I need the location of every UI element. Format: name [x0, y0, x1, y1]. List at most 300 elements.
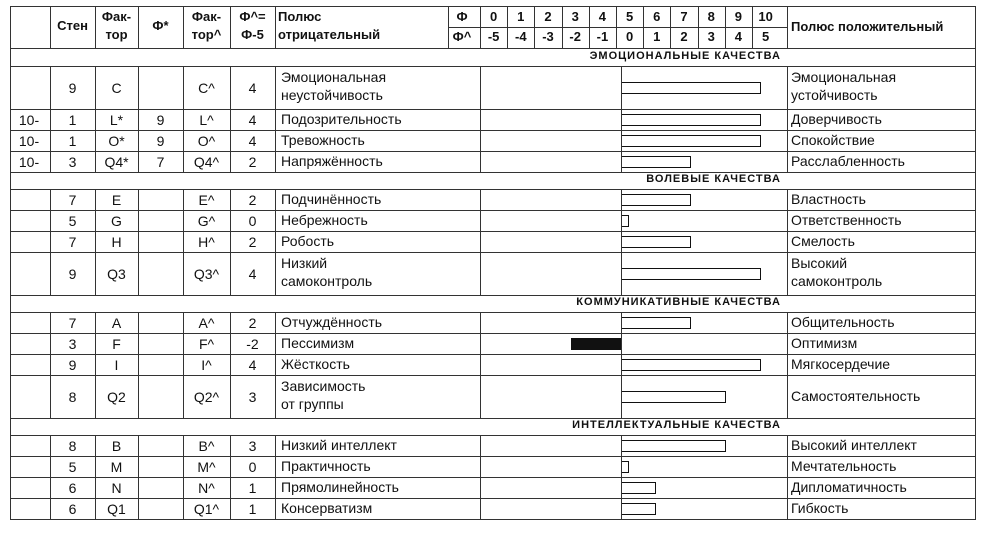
- grid-line: [10, 375, 976, 376]
- grid-line: [230, 354, 231, 375]
- scale-phi-tick: 4: [598, 9, 606, 24]
- row-pole-negative: от группы: [281, 396, 344, 412]
- grid-line: [621, 333, 622, 354]
- grid-line: [230, 252, 231, 295]
- grid-line: [230, 130, 231, 151]
- grid-line: [95, 231, 96, 252]
- row-sten: 6: [68, 479, 77, 496]
- row-sten: 5: [68, 458, 77, 475]
- row-pole-positive: Мечтательность: [791, 458, 897, 474]
- scale-phi-hat-tick: -2: [569, 29, 581, 44]
- grid-line: [480, 210, 481, 231]
- profile-bar: [621, 482, 656, 494]
- row-factor: N: [111, 479, 122, 496]
- grid-line: [787, 6, 788, 48]
- grid-line: [183, 333, 184, 354]
- grid-line: [10, 48, 976, 49]
- grid-line: [138, 231, 139, 252]
- row-value: 0: [248, 212, 257, 229]
- row-factor: I: [114, 356, 119, 373]
- row-factor: B: [111, 437, 122, 454]
- grid-line: [698, 6, 699, 48]
- grid-line: [183, 189, 184, 210]
- grid-line: [183, 6, 184, 48]
- grid-line: [480, 498, 481, 519]
- grid-line: [230, 456, 231, 477]
- grid-line: [50, 498, 51, 519]
- grid-line: [95, 109, 96, 130]
- header-pole-negative: отрицательный: [278, 27, 381, 42]
- grid-line: [275, 231, 276, 252]
- grid-line: [138, 498, 139, 519]
- grid-line: [183, 210, 184, 231]
- scale-phi-hat-tick: 1: [653, 29, 661, 44]
- grid-line: [138, 189, 139, 210]
- scale-phi-tick: 8: [707, 9, 715, 24]
- scale-phi-hat-tick: 2: [680, 29, 688, 44]
- profile-bar: [621, 156, 691, 168]
- grid-line: [138, 151, 139, 172]
- row-pole-positive: устойчивость: [791, 87, 878, 103]
- grid-line: [95, 435, 96, 456]
- profile-bar: [621, 236, 691, 248]
- grid-line: [275, 354, 276, 375]
- grid-line: [230, 312, 231, 333]
- header-phi-hat: Ф^: [452, 29, 472, 44]
- profile-bar: [621, 503, 656, 515]
- row-pole-positive: Эмоциональная: [791, 69, 897, 85]
- grid-line: [95, 66, 96, 109]
- grid-line: [183, 477, 184, 498]
- grid-line: [230, 109, 231, 130]
- grid-line: [138, 6, 139, 48]
- row-pole-negative: Подозрительность: [281, 111, 402, 127]
- section-title: ВОЛЕВЫЕ КАЧЕСТВА: [646, 173, 781, 185]
- grid-line: [621, 354, 622, 375]
- grid-line: [480, 375, 481, 418]
- profile-bar: [621, 82, 761, 94]
- header-sten: Стен: [57, 18, 88, 33]
- grid-line: [787, 252, 788, 295]
- grid-line: [50, 456, 51, 477]
- row-factor-hat: B^: [198, 437, 215, 454]
- grid-line: [138, 333, 139, 354]
- section-title: ИНТЕЛЛЕКТУАЛЬНЫЕ КАЧЕСТВА: [572, 419, 781, 431]
- profile-bar: [621, 461, 629, 473]
- row-pole-positive: самоконтроль: [791, 273, 883, 289]
- grid-line: [230, 210, 231, 231]
- header-pole-negative: Полюс: [278, 9, 322, 24]
- row-factor: M: [110, 458, 123, 475]
- grid-line: [621, 151, 622, 172]
- row-factor: C: [111, 79, 122, 96]
- grid-line: [95, 498, 96, 519]
- row-value: -2: [246, 335, 259, 352]
- profile-bar: [621, 359, 761, 371]
- row-value: 3: [248, 437, 257, 454]
- scale-phi-tick: 7: [680, 9, 688, 24]
- grid-line: [50, 477, 51, 498]
- grid-line: [50, 354, 51, 375]
- row-value: 0: [248, 458, 257, 475]
- row-factor-hat: H^: [198, 233, 215, 250]
- scale-phi-hat-tick: 3: [707, 29, 715, 44]
- grid-line: [616, 6, 617, 48]
- row-pole-positive: Мягкосердечие: [791, 356, 891, 372]
- grid-line: [643, 6, 644, 48]
- row-pole-negative: Небрежность: [281, 212, 368, 228]
- grid-line: [787, 498, 788, 519]
- row-factor-hat: Q4^: [193, 153, 220, 170]
- grid-line: [621, 66, 622, 109]
- row-pole-positive: Ответственность: [791, 212, 902, 228]
- row-factor: Q1: [107, 500, 126, 517]
- grid-line: [621, 252, 622, 295]
- grid-line: [621, 231, 622, 252]
- row-pole-positive: Смелость: [791, 233, 855, 249]
- row-pole-positive: Гибкость: [791, 500, 849, 516]
- profile-bar: [621, 194, 691, 206]
- row-sten: 3: [68, 153, 77, 170]
- grid-line: [10, 6, 976, 7]
- header-factor-hat: тор^: [191, 27, 222, 42]
- grid-line: [95, 312, 96, 333]
- scale-phi-tick: 6: [653, 9, 661, 24]
- grid-line: [138, 66, 139, 109]
- row-prefix: 10-: [18, 132, 40, 149]
- row-factor: A: [111, 314, 122, 331]
- grid-line: [480, 130, 481, 151]
- grid-line: [95, 210, 96, 231]
- row-factor-hat: C^: [198, 79, 215, 96]
- grid-line: [275, 477, 276, 498]
- scale-phi-tick: 2: [544, 9, 552, 24]
- scale-phi-hat-tick: 0: [625, 29, 634, 44]
- scale-phi-tick: 9: [734, 9, 742, 24]
- row-sten: 9: [68, 79, 77, 96]
- grid-line: [621, 435, 622, 456]
- row-pole-negative: Робость: [281, 233, 335, 249]
- row-pole-negative: неустойчивость: [281, 87, 383, 103]
- profile-bar: [621, 391, 726, 403]
- grid-line: [562, 6, 563, 48]
- grid-line: [275, 151, 276, 172]
- row-factor-hat: L^: [199, 111, 214, 128]
- grid-line: [50, 6, 51, 48]
- grid-line: [480, 354, 481, 375]
- header-pole-positive: Полюс положительный: [791, 19, 944, 34]
- grid-line: [95, 456, 96, 477]
- grid-line: [787, 130, 788, 151]
- row-value: 4: [248, 356, 257, 373]
- row-sten: 9: [68, 265, 77, 282]
- grid-line: [275, 6, 276, 48]
- profile-bar: [621, 215, 629, 227]
- row-factor-hat: Q1^: [193, 500, 220, 517]
- grid-line: [621, 312, 622, 333]
- grid-line: [275, 252, 276, 295]
- grid-line: [50, 312, 51, 333]
- grid-line: [480, 333, 481, 354]
- grid-line: [10, 6, 11, 519]
- grid-line: [95, 333, 96, 354]
- row-sten: 3: [68, 335, 77, 352]
- row-pole-positive: Высокий интеллект: [791, 437, 917, 453]
- row-factor-hat: I^: [201, 356, 212, 373]
- grid-line: [787, 375, 788, 418]
- row-pole-positive: Высокий: [791, 255, 848, 271]
- row-pole-negative: самоконтроль: [281, 273, 373, 289]
- grid-line: [787, 477, 788, 498]
- grid-line: [50, 252, 51, 295]
- grid-line: [183, 435, 184, 456]
- header-phi-star: Ф*: [152, 18, 169, 33]
- grid-line: [183, 498, 184, 519]
- scale-phi-tick: 1: [517, 9, 525, 24]
- grid-line: [95, 252, 96, 295]
- grid-line: [670, 6, 671, 48]
- row-factor: O*: [108, 132, 125, 149]
- grid-line: [275, 66, 276, 109]
- row-sten: 9: [68, 356, 77, 373]
- grid-line: [230, 189, 231, 210]
- grid-line: [138, 477, 139, 498]
- row-factor-hat: O^: [197, 132, 216, 149]
- grid-line: [95, 477, 96, 498]
- profile-bar: [621, 268, 761, 280]
- grid-line: [230, 231, 231, 252]
- grid-line: [589, 6, 590, 48]
- grid-line: [138, 109, 139, 130]
- profile-bar: [621, 135, 761, 147]
- header-factor-hat: Фак-: [191, 9, 222, 24]
- grid-line: [230, 6, 231, 48]
- grid-line: [534, 6, 535, 48]
- grid-line: [480, 6, 481, 48]
- grid-line: [50, 66, 51, 109]
- grid-line: [787, 151, 788, 172]
- scale-phi-tick: 5: [625, 9, 634, 24]
- grid-line: [621, 375, 622, 418]
- grid-line: [183, 354, 184, 375]
- scale-phi-hat-tick: -4: [515, 29, 527, 44]
- row-value: 4: [248, 111, 257, 128]
- row-factor-hat: A^: [198, 314, 215, 331]
- scale-phi-tick: 0: [489, 9, 498, 24]
- row-factor: H: [111, 233, 122, 250]
- grid-line: [275, 456, 276, 477]
- row-factor: E: [111, 191, 122, 208]
- grid-line: [975, 6, 976, 519]
- row-value: 2: [248, 314, 257, 331]
- row-pole-negative: Низкий интеллект: [281, 437, 397, 453]
- row-pole-negative: Зависимость: [281, 378, 366, 394]
- row-sten: 5: [68, 212, 77, 229]
- grid-line: [50, 333, 51, 354]
- row-factor-hat: E^: [198, 191, 215, 208]
- row-value: 1: [248, 479, 257, 496]
- grid-line: [480, 435, 481, 456]
- row-factor: Q3: [107, 265, 126, 282]
- grid-line: [95, 130, 96, 151]
- row-factor: F: [112, 335, 121, 352]
- row-pole-positive: Спокойствие: [791, 132, 875, 148]
- grid-line: [787, 312, 788, 333]
- row-factor-hat: F^: [198, 335, 215, 352]
- row-sten: 7: [68, 314, 77, 331]
- scale-phi-hat-tick: 5: [761, 29, 770, 44]
- grid-line: [50, 375, 51, 418]
- grid-line: [95, 6, 96, 48]
- profile-bar: [621, 114, 761, 126]
- grid-line: [183, 252, 184, 295]
- grid-line: [50, 109, 51, 130]
- grid-line: [480, 109, 481, 130]
- header-phi-hat-eq: Ф-5: [241, 27, 264, 42]
- grid-line: [230, 498, 231, 519]
- scale-phi-tick: 3: [571, 9, 579, 24]
- row-factor: Q4*: [104, 153, 129, 170]
- row-factor-hat: G^: [197, 212, 216, 229]
- scale-phi-hat-tick: -1: [596, 29, 609, 44]
- section-title: КОММУНИКАТИВНЫЕ КАЧЕСТВА: [576, 296, 781, 308]
- row-pole-positive: Властность: [791, 191, 866, 207]
- grid-line: [275, 312, 276, 333]
- header-phi: Ф: [456, 9, 468, 24]
- grid-line: [183, 456, 184, 477]
- grid-line: [507, 6, 508, 48]
- grid-line: [183, 231, 184, 252]
- header-phi-hat-eq: Ф^=: [239, 9, 266, 24]
- grid-line: [183, 151, 184, 172]
- grid-line: [95, 354, 96, 375]
- grid-line: [275, 333, 276, 354]
- grid-line: [275, 498, 276, 519]
- grid-line: [480, 477, 481, 498]
- grid-line: [787, 435, 788, 456]
- grid-line: [275, 375, 276, 418]
- scale-phi-hat-tick: 4: [734, 29, 742, 44]
- grid-line: [183, 109, 184, 130]
- row-sten: 8: [68, 388, 77, 405]
- grid-line: [50, 151, 51, 172]
- grid-line: [787, 456, 788, 477]
- grid-line: [138, 130, 139, 151]
- grid-line: [95, 189, 96, 210]
- grid-line: [50, 210, 51, 231]
- row-prefix: 10-: [18, 153, 40, 170]
- grid-line: [138, 210, 139, 231]
- grid-line: [621, 189, 622, 210]
- grid-line: [621, 210, 622, 231]
- grid-line: [275, 130, 276, 151]
- row-value: 2: [248, 233, 257, 250]
- grid-line: [787, 210, 788, 231]
- scale-phi-hat-tick: -3: [542, 29, 554, 44]
- row-pole-negative: Низкий: [281, 255, 328, 271]
- grid-line: [275, 189, 276, 210]
- grid-line: [50, 130, 51, 151]
- grid-line: [480, 189, 481, 210]
- grid-line: [275, 210, 276, 231]
- row-value: 1: [248, 500, 257, 517]
- row-factor: L*: [109, 111, 124, 128]
- grid-line: [448, 6, 449, 48]
- grid-line: [230, 477, 231, 498]
- grid-line: [183, 130, 184, 151]
- grid-line: [787, 354, 788, 375]
- grid-line: [480, 456, 481, 477]
- row-value: 4: [248, 132, 257, 149]
- grid-line: [787, 333, 788, 354]
- row-sten: 1: [68, 132, 77, 149]
- profile-bar: [621, 317, 691, 329]
- row-sten: 8: [68, 437, 77, 454]
- grid-line: [621, 477, 622, 498]
- row-pole-negative: Консерватизм: [281, 500, 373, 516]
- grid-line: [95, 375, 96, 418]
- row-sten: 6: [68, 500, 77, 517]
- grid-line: [95, 151, 96, 172]
- grid-line: [621, 498, 622, 519]
- row-sten: 7: [68, 191, 77, 208]
- grid-line: [138, 252, 139, 295]
- grid-line: [621, 456, 622, 477]
- grid-line: [787, 189, 788, 210]
- row-pole-positive: Оптимизм: [791, 335, 858, 351]
- row-pole-negative: Прямолинейность: [281, 479, 399, 495]
- row-pole-positive: Общительность: [791, 314, 895, 330]
- grid-line: [275, 109, 276, 130]
- grid-line: [480, 151, 481, 172]
- row-sten: 7: [68, 233, 77, 250]
- row-pole-negative: Тревожность: [281, 132, 365, 148]
- row-phi-star: 9: [156, 132, 165, 149]
- profile-bar-negative: [571, 338, 621, 350]
- row-sten: 1: [68, 111, 77, 128]
- row-pole-negative: Подчинённость: [281, 191, 382, 207]
- grid-line: [621, 130, 622, 151]
- row-pole-negative: Эмоциональная: [281, 69, 387, 85]
- row-value: 4: [248, 265, 257, 282]
- section-title: ЭМОЦИОНАЛЬНЫЕ КАЧЕСТВА: [589, 50, 781, 62]
- grid-line: [230, 435, 231, 456]
- scale-phi-hat-tick: -5: [487, 29, 500, 44]
- row-value: 4: [248, 79, 257, 96]
- row-pole-positive: Дипломатичность: [791, 479, 907, 495]
- header-factor: тор: [105, 27, 128, 42]
- grid-line: [10, 66, 976, 67]
- grid-line: [138, 456, 139, 477]
- profile-bar: [621, 440, 726, 452]
- grid-line: [230, 333, 231, 354]
- grid-line: [230, 66, 231, 109]
- grid-line: [183, 312, 184, 333]
- row-pole-negative: Пессимизм: [281, 335, 355, 351]
- row-prefix: 10-: [18, 111, 40, 128]
- grid-line: [183, 375, 184, 418]
- grid-line: [725, 6, 726, 48]
- grid-line: [230, 151, 231, 172]
- row-value: 2: [248, 191, 257, 208]
- row-value: 3: [248, 388, 257, 405]
- row-value: 2: [248, 153, 257, 170]
- grid-line: [138, 354, 139, 375]
- grid-line: [787, 231, 788, 252]
- grid-line: [183, 66, 184, 109]
- grid-line: [752, 6, 753, 48]
- grid-line: [230, 375, 231, 418]
